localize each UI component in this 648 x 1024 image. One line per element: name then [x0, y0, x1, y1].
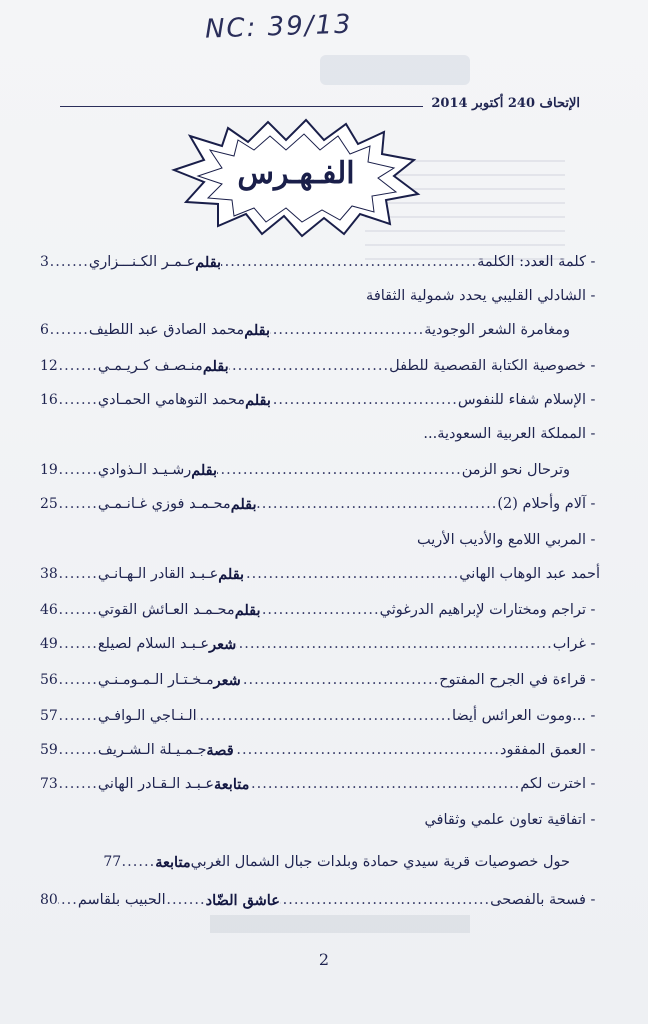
dot-leader: [58, 462, 98, 478]
dot-leader: [58, 566, 98, 582]
entry-page: 80: [40, 892, 58, 908]
toc-entry: [40, 526, 600, 554]
toc-entry: [40, 886, 600, 914]
entry-title: ومغامرة الشعر الوجودية: [424, 322, 570, 338]
toc-entry: [40, 630, 600, 658]
entry-page: 56: [40, 672, 58, 688]
entry-author: الـنـاجي الـوافـي: [97, 708, 197, 724]
issue-label: الإتحاف 240 أكتوبر 2014: [431, 96, 580, 111]
entry-bullet: -: [590, 636, 596, 652]
entry-page: 19: [40, 462, 58, 478]
entry-bullet: -: [590, 392, 596, 408]
entry-bullet: -: [590, 288, 596, 304]
toc-entry: [40, 456, 600, 484]
toc-entry: [40, 248, 600, 276]
toc-entry: [40, 702, 600, 730]
toc-entry: [40, 490, 600, 518]
entry-title: المملكة العربية السعودية...: [423, 426, 586, 442]
entry-title: الإسلام شفاء للنفوس: [457, 392, 586, 408]
entry-bullet: -: [590, 496, 596, 512]
dot-leader: [58, 708, 98, 724]
entry-type: بقلم: [244, 321, 271, 339]
dot-leader: [58, 892, 78, 908]
entry-type: بقلم: [245, 391, 271, 409]
dot-leader: [197, 708, 452, 724]
dot-leader: [236, 636, 553, 652]
entry-page: 25: [40, 496, 58, 512]
dot-leader: [58, 776, 98, 792]
entry-bullet: -: [590, 602, 596, 618]
entry-author: محـمـد فوزي غـانـمـي: [97, 496, 231, 512]
entry-author: محمد التوهامي الحمـادي: [97, 392, 246, 408]
entry-type: بقلم: [195, 253, 222, 271]
toc-entry: [40, 806, 600, 834]
entry-page: 77: [103, 854, 122, 870]
dot-leader: [261, 602, 380, 618]
dot-leader: [58, 672, 98, 688]
entry-author: جـمـيـلة الـشـريف: [97, 742, 207, 758]
entry-author: مـخـتـار الـمـومـنـي: [97, 672, 214, 688]
entry-author: عـمـر الكـنـــزاري: [88, 254, 196, 270]
entry-type: بقلم: [234, 601, 261, 619]
toc-entry: [40, 560, 600, 588]
entry-bullet: -: [590, 426, 596, 442]
entry-title: غراب: [552, 636, 586, 652]
entry-author: الحبيب بلقاسم: [77, 892, 166, 908]
toc-entry: [40, 736, 600, 764]
dot-leader: [229, 358, 389, 374]
page-number: 2: [318, 950, 330, 969]
entry-type: بقلم: [191, 461, 218, 479]
entry-bullet: -: [590, 812, 596, 828]
entry-type: شعر: [213, 671, 241, 689]
dot-leader: [241, 672, 439, 688]
dot-leader: [271, 392, 458, 408]
entry-title: فسحة بالفصحى: [490, 892, 586, 908]
entry-bullet: -: [590, 672, 596, 688]
entry-title: آلام وأحلام (2): [497, 496, 586, 512]
toc-entry: [40, 352, 600, 380]
dot-leader: [244, 566, 459, 582]
entry-title: كلمة العدد: الكلمة: [477, 254, 586, 270]
entry-bullet: -: [590, 708, 596, 724]
entry-type: متابعة: [155, 853, 191, 871]
entry-author: عـبـد السلام لصيلع: [97, 636, 210, 652]
dot-leader: [217, 462, 462, 478]
toc-entry: [40, 316, 600, 344]
dot-leader: [58, 392, 98, 408]
entry-title: وترحال نحو الزمن: [461, 462, 570, 478]
entry-type: بقلم: [230, 495, 257, 513]
entry-type: بقلم: [202, 357, 229, 375]
handwritten-annotation: NC: 39/13: [204, 9, 354, 45]
entry-title: قراءة في الجرح المفتوح: [439, 672, 586, 688]
dot-leader: [221, 254, 477, 270]
entry-title: اتفاقية تعاون علمي وثقافي: [424, 812, 586, 828]
entry-page: 12: [40, 358, 58, 374]
toc-entry: [40, 666, 600, 694]
entry-title: المربي اللامع والأديب الأريب: [417, 532, 586, 548]
entry-bullet: -: [590, 776, 596, 792]
entry-author: منـصـف كـريـمـي: [97, 358, 203, 374]
entry-title: العمق المفقود: [500, 742, 586, 758]
dot-leader: [58, 636, 98, 652]
entry-author: محمد الصادق عبد اللطيف: [88, 322, 245, 338]
entry-type: شعر: [209, 635, 237, 653]
entry-title: أحمد عبد الوهاب الهاني: [459, 566, 600, 582]
entry-title: حول خصوصيات قرية سيدي حمادة وبلدات جبال الشمال الغربي: [190, 854, 570, 870]
entry-title: تراجم ومختارات لإبراهيم الدرغوثي: [379, 602, 586, 618]
entry-author: رشـيـد الـذوادي: [97, 462, 192, 478]
toc-entry: [40, 420, 600, 448]
entry-title: اخترت لكم: [520, 776, 586, 792]
toc-entry: [40, 770, 600, 798]
dot-leader: [249, 776, 520, 792]
dot-leader: [49, 254, 89, 270]
entry-page: 59: [40, 742, 58, 758]
entry-page: 3: [40, 254, 49, 270]
dot-leader: [121, 854, 155, 870]
title-burst: [168, 118, 424, 238]
entry-author: عـبـد القادر الـهـانـي: [97, 566, 219, 582]
entry-page: 16: [40, 392, 58, 408]
dot-leader: [166, 892, 206, 908]
entry-page: 49: [40, 636, 58, 652]
entry-bullet: -: [590, 358, 596, 374]
entry-title: الشادلي القليبي يحدد شمولية الثقافة: [366, 288, 586, 304]
dot-leader: [58, 742, 98, 758]
entry-author: محـمـد العـائش القوتي: [97, 602, 235, 618]
issue-header: [60, 91, 580, 111]
dot-leader: [270, 322, 424, 338]
dot-leader: [49, 322, 89, 338]
header-rule: [60, 106, 423, 107]
dot-leader: [58, 358, 98, 374]
entry-author: عـبـد الـقـادر الهاني: [97, 776, 215, 792]
entry-type: متابعة: [214, 775, 250, 793]
entry-page: 38: [40, 566, 58, 582]
entry-type: بقلم: [218, 565, 245, 583]
dot-leader: [58, 602, 98, 618]
dot-leader: [280, 892, 490, 908]
bleed-through-logo: [320, 55, 470, 85]
toc-entry: [40, 848, 600, 876]
bleed-through-text: [210, 915, 470, 933]
entry-bullet: -: [590, 892, 596, 908]
entry-page: 6: [40, 322, 49, 338]
entry-bullet: -: [590, 532, 596, 548]
page-title: الفـهـرس: [237, 156, 355, 191]
entry-title: خصوصية الكتابة القصصية للطفل: [389, 358, 586, 374]
entry-type: عاشق الضّاد: [205, 891, 280, 909]
dot-leader: [234, 742, 500, 758]
toc-entry: [40, 596, 600, 624]
toc-entry: [40, 282, 600, 310]
entry-bullet: -: [590, 742, 596, 758]
entry-page: 73: [40, 776, 58, 792]
entry-title: ...وموت العرائس أيضا: [451, 708, 586, 724]
dot-leader: [58, 496, 98, 512]
dot-leader: [257, 496, 498, 512]
toc-entry: [40, 386, 600, 414]
entry-page: 46: [40, 602, 58, 618]
entry-type: قصة: [206, 741, 234, 759]
entry-page: 57: [40, 708, 58, 724]
entry-bullet: -: [590, 254, 596, 270]
